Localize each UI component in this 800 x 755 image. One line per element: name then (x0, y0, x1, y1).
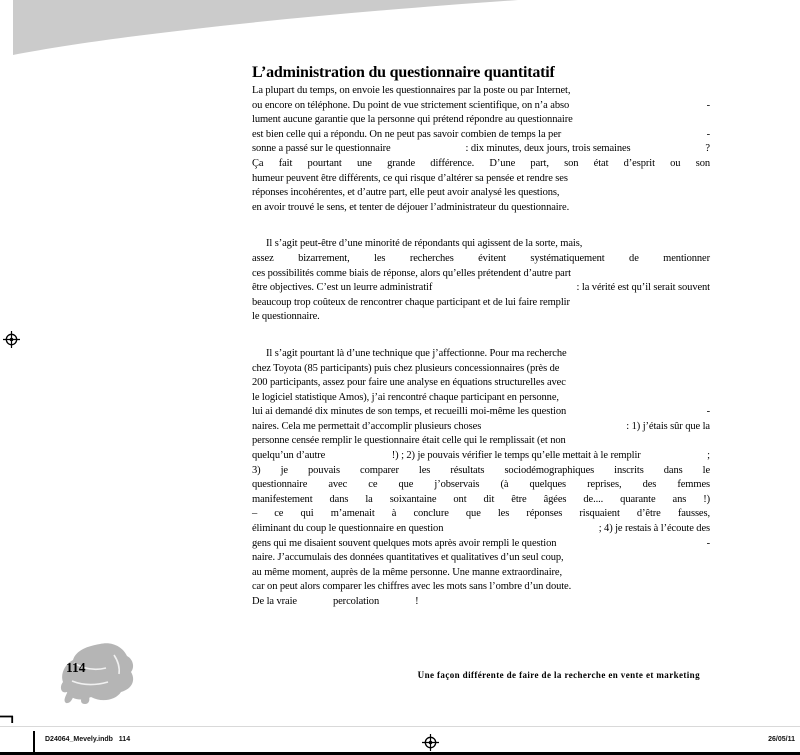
text-line: lui ai demandé dix minutes de son temps, et recueilli moi-même les question - (252, 406, 710, 418)
text-line: De la vraie percolation ! (252, 596, 419, 607)
text-line: lument aucune garantie que la personne qui prétend répondre au questionnaire (252, 114, 573, 126)
text-line: gens qui me disaient souvent quelques mots après avoir rempli le question - (252, 537, 710, 549)
text-line: beaucoup trop coûteux de rencontrer chaque participant et de lui faire remplir (252, 296, 570, 308)
text-line: quelqu’un d’autre !) ; 2) je pouvais vérifier le temps qu’elle mettait à le remplir ; (252, 450, 710, 462)
page-title: L’administration du questionnaire quantitatif (252, 63, 555, 81)
text-line: au même moment, auprès de la même personne. Une manne extraordinaire, (252, 566, 563, 578)
paragraph (252, 347, 710, 610)
text-line: ces possibilités comme biais de réponse, alors qu’elles prétendent d’autre part (252, 267, 571, 279)
crop-mark-icon (0, 715, 16, 724)
text-line: ou encore on téléphone. Du point de vue strictement scientifique, on n’a abso - (252, 99, 710, 111)
text-line: Ça fait pourtant une grande différence. D’une part, son état d’esprit ou son (252, 157, 710, 169)
text-line: éliminant du coup le questionnaire en question ; 4) je restais à l’écoute des (252, 523, 710, 535)
text-line: est bien celle qui a répondu. On ne peut pas savoir combien de temps la per - (252, 128, 710, 140)
slug-date: 26/05/11 (768, 736, 795, 743)
trim-line (0, 726, 800, 727)
text-line: être objectives. C’est un leurre administratif : la vérité est qu’il serait souvent (252, 282, 710, 294)
text-line: chez Toyota (85 participants) puis chez plusieurs concessionnaires (près de (252, 362, 560, 374)
registration-mark-icon (422, 734, 439, 751)
text-line: naires. Cela me permettait d’accomplir plusieurs choses : 1) j’étais sûr que la (252, 420, 710, 432)
text-line: car on peut alors comparer les chiffres avec les mots sans l’ombre d’un doute. (252, 581, 572, 593)
text-line: Il s’agit pourtant là d’une technique que j’affectionne. Pour ma recherche (266, 347, 567, 359)
text-line: – ce qui m’amenait à conclure que les réponses risquaient d’être fausses, (252, 508, 710, 520)
text-line: 3) je pouvais comparer les résultats sociodémographiques inscrits dans le (252, 464, 710, 476)
text-line: assez bizarrement, les recherches évitent systématiquement de mentionner (252, 252, 710, 264)
text-line: La plupart du temps, on envoie les questionnaires par la poste ou par Internet, (252, 85, 571, 96)
page-number: 114 (66, 660, 86, 675)
body-text (252, 84, 710, 632)
text-line: réponses incohérentes, et d’autre part, elle peut avoir analysé les questions, (252, 187, 560, 199)
text-line: 200 participants, assez pour faire une analyse en équations structurelles avec (252, 377, 566, 389)
text-line: humeur peuvent être différents, ce qui risque d’altérer sa pensée et rendre ses (252, 172, 568, 184)
text-line: le questionnaire. (252, 311, 320, 323)
registration-mark-icon (3, 331, 20, 348)
running-footer: Une façon différente de faire de la recherche en vente et marketing (417, 670, 700, 680)
text-line: sonne a passé sur le questionnaire : dix minutes, deux jours, trois semaines ? (252, 143, 710, 155)
paragraph (252, 237, 710, 325)
text-line: manifestement dans la soixantaine ont dit être âgées de.... quarante ans !) (252, 493, 710, 505)
text-line: le logiciel statistique Amos), j’ai rencontré chaque participant en personne, (252, 391, 559, 403)
text-line: naire. J’accumulais des données quantitatives et qualitatives d’un seul coup, (252, 552, 564, 564)
slug-filename: D24064_Mevely.indb 114 (45, 736, 131, 743)
text-line: questionnaire avec ce que j’observais (à quelques reprises, des femmes (252, 479, 710, 491)
text-line: Il s’agit peut-être d’une minorité de répondants qui agissent de la sorte, mais, (266, 238, 583, 250)
text-line: en avoir trouvé le sens, et tenter de déjouer l’administrateur du questionnaire. (252, 201, 570, 213)
corner-swoosh-graphic (13, 0, 523, 56)
text-line: personne censée remplir le questionnaire était celle qui le remplissait (et non (252, 435, 566, 447)
paragraph (252, 84, 710, 215)
